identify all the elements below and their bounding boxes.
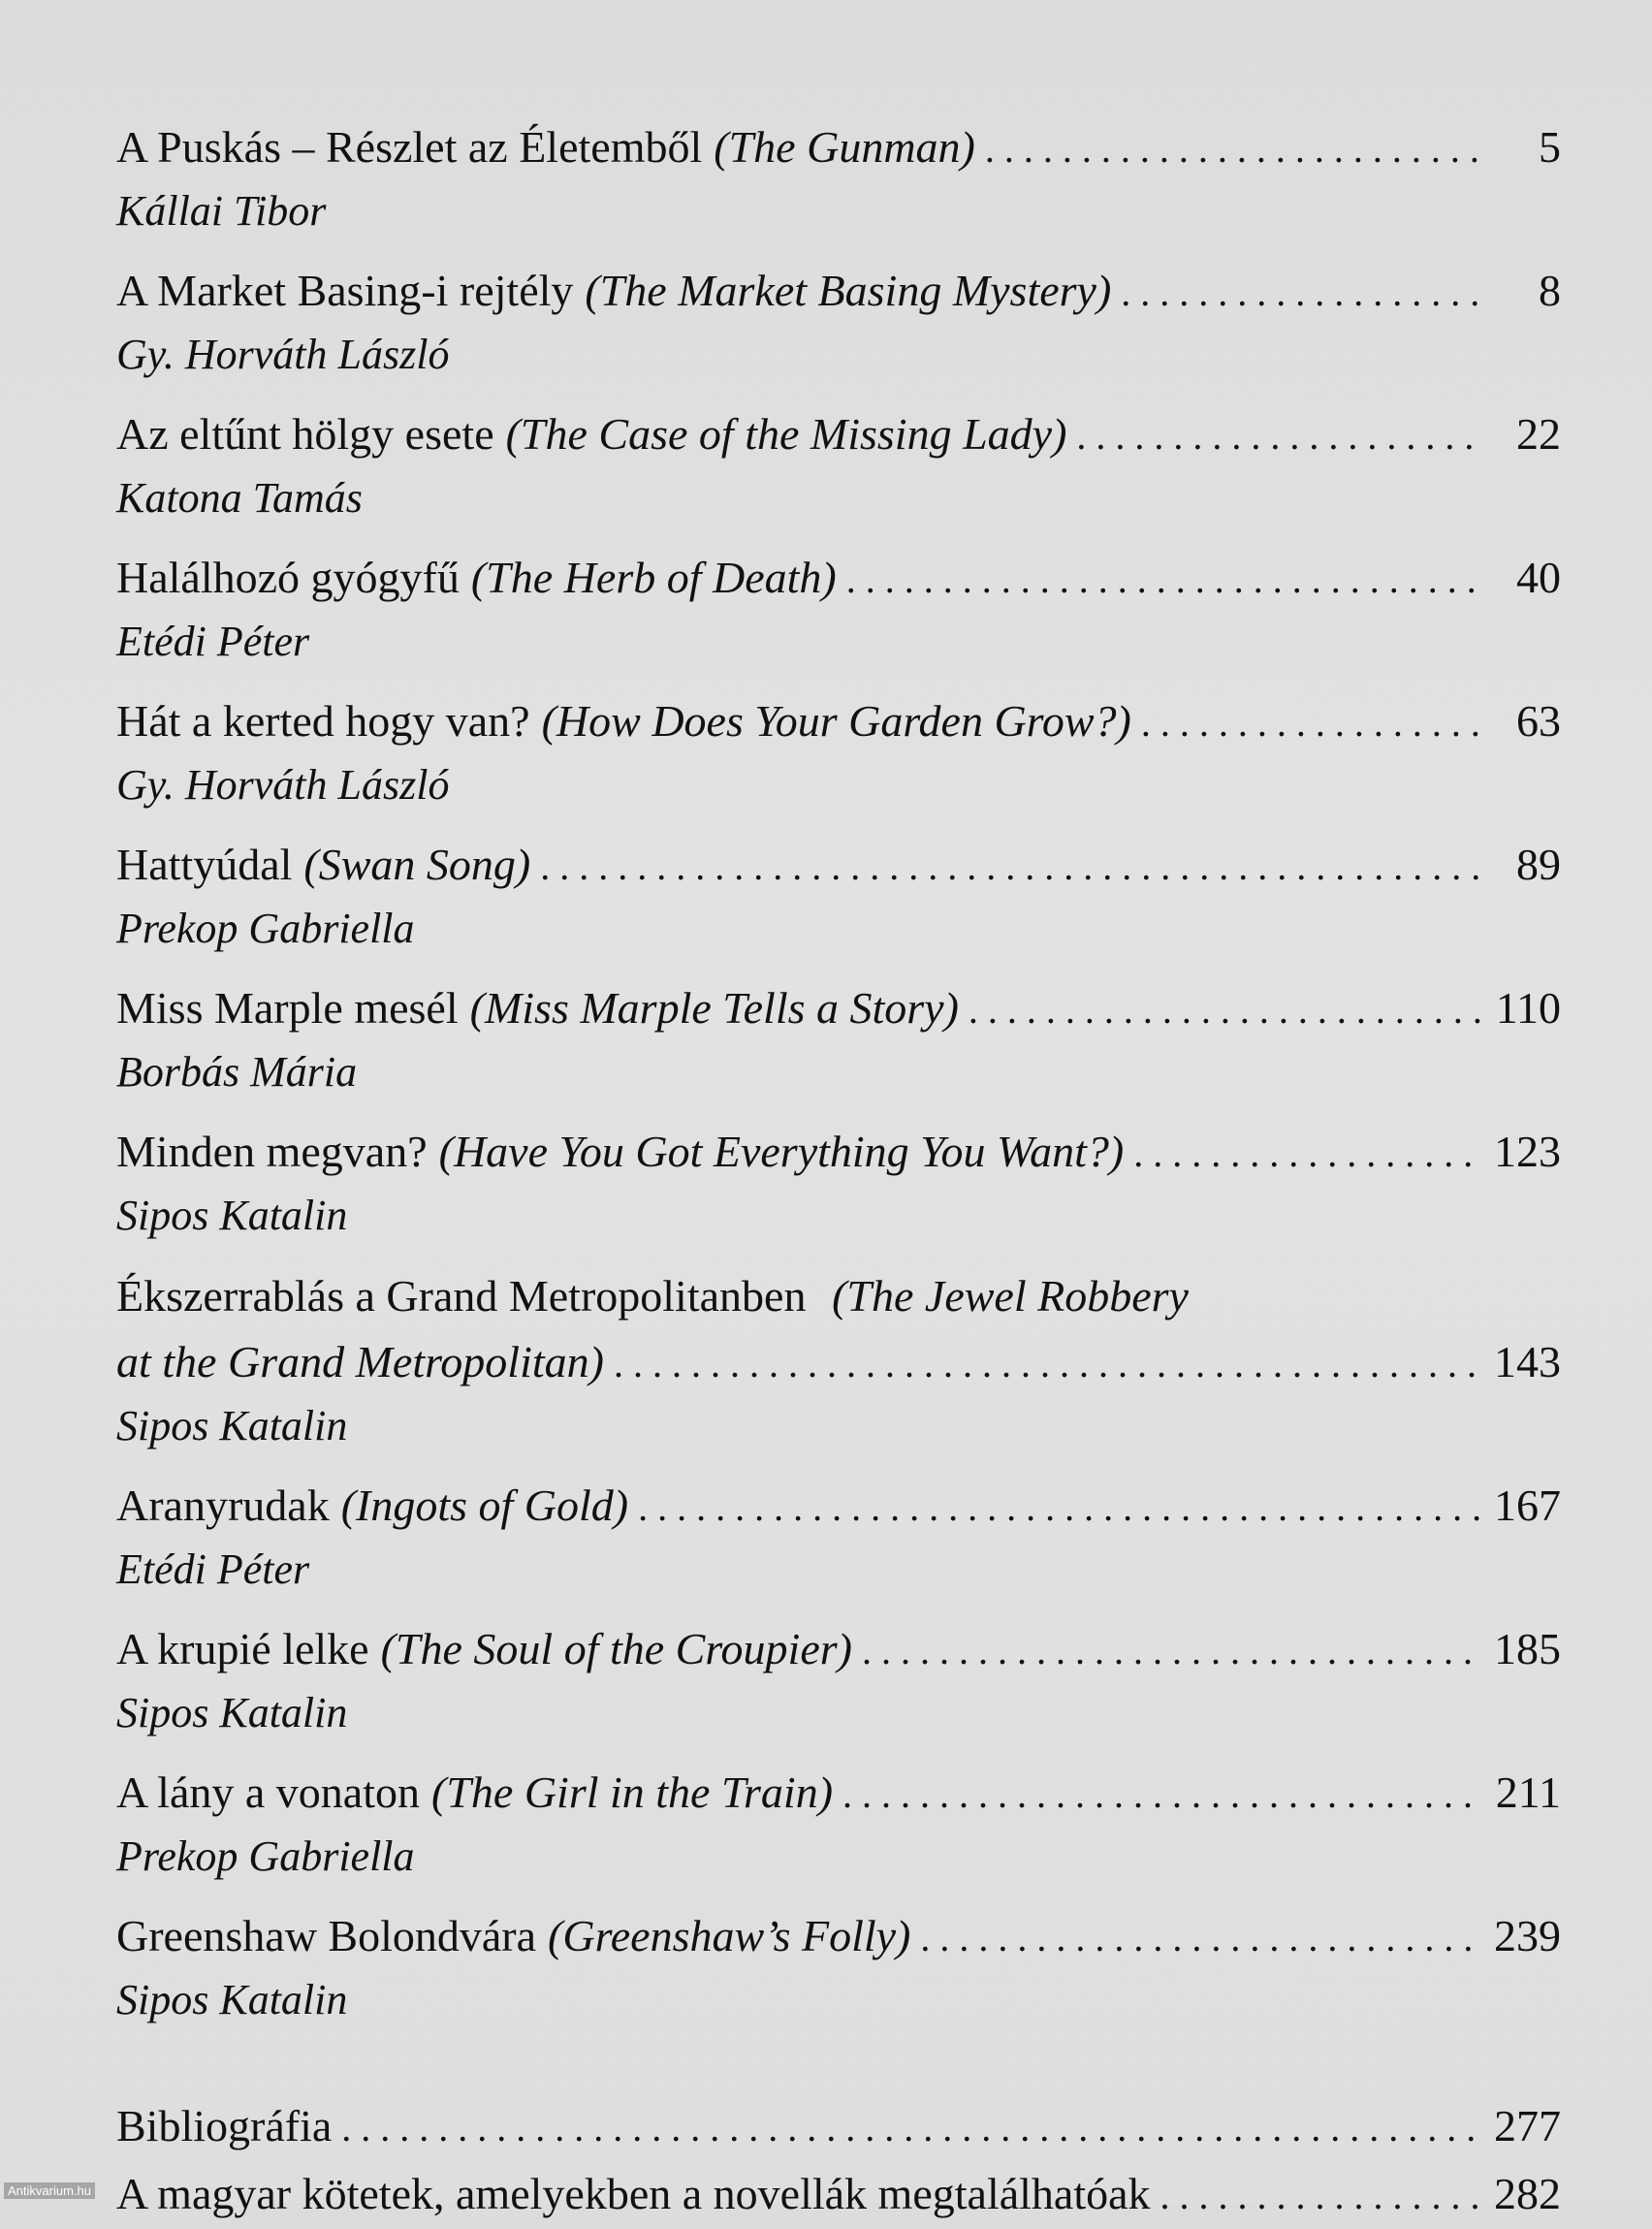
- translator-name: Katona Tamás: [116, 474, 363, 522]
- page-number: 282: [1494, 2169, 1561, 2218]
- toc-entry: [116, 1473, 1561, 1599]
- title-original: (The Girl in the Train): [431, 1767, 834, 1817]
- page-number: 40: [1516, 553, 1561, 602]
- appendix-line-bibliography: [116, 2093, 1561, 2161]
- table-of-contents: [116, 114, 1561, 2229]
- toc-title-line: [116, 1616, 1561, 1684]
- leader-dots: [638, 1475, 1483, 1541]
- title-hungarian: Halálhozó gyógyfű: [116, 553, 460, 602]
- translator-name: Borbás Mária: [116, 1048, 358, 1096]
- appendix-line-volumes: [116, 2161, 1561, 2229]
- page-number: 239: [1494, 1911, 1561, 1960]
- title-hungarian: Hattyúdal: [116, 840, 293, 889]
- title-hungarian: Az eltűnt hölgy esete: [116, 409, 494, 459]
- section-spacer: [116, 2047, 1561, 2093]
- title-original: (Ingots of Gold): [340, 1481, 629, 1530]
- title-hungarian: A Puskás – Részlet az Életemből: [116, 122, 703, 172]
- page-number: 143: [1494, 1337, 1561, 1386]
- toc-entry: [116, 545, 1561, 671]
- translator-name: Gy. Horváth László: [116, 331, 450, 378]
- title-original: (The Soul of the Croupier): [380, 1624, 852, 1673]
- toc-title-line: [116, 545, 1561, 613]
- title-original: (Miss Marple Tells a Story): [469, 983, 959, 1033]
- page-number: 89: [1516, 840, 1561, 889]
- leader-dots: [985, 116, 1483, 182]
- toc-title-line: [116, 1262, 1561, 1329]
- leader-dots: [1076, 403, 1483, 469]
- title-original: (How Does Your Garden Grow?): [541, 696, 1131, 746]
- title-original: (Swan Song): [303, 840, 531, 889]
- toc-title-line: [116, 1473, 1561, 1541]
- leader-dots: [341, 2095, 1483, 2161]
- toc-entry: [116, 258, 1561, 384]
- page-number: 8: [1539, 266, 1561, 315]
- toc-entry: [116, 832, 1561, 958]
- title-original-continued: at the Grand Metropolitan): [116, 1337, 604, 1386]
- toc-entry: [116, 1903, 1561, 2029]
- leader-dots: [862, 1618, 1483, 1684]
- title-hungarian: Ékszerrablás a Grand Metropolitanben: [116, 1271, 807, 1321]
- translator-name: Etédi Péter: [116, 1545, 310, 1593]
- toc-title-line: [116, 258, 1561, 326]
- leader-dots: [969, 977, 1483, 1043]
- translator-name: Sipos Katalin: [116, 1976, 348, 2023]
- translator-name: Sipos Katalin: [116, 1402, 348, 1449]
- appendix-label: A magyar kötetek, amelyekben a novellák megtalálhatóak: [116, 2169, 1151, 2218]
- title-hungarian: A krupié lelke: [116, 1624, 369, 1673]
- page-number: 5: [1539, 122, 1561, 172]
- toc-title-line: [116, 401, 1561, 469]
- leader-dots: [1133, 1121, 1483, 1187]
- title-original: (The Gunman): [714, 122, 975, 172]
- toc-entry: [116, 975, 1561, 1101]
- toc-entry: [116, 1119, 1561, 1245]
- translator-name: Kállai Tibor: [116, 187, 327, 235]
- page-number: 110: [1495, 983, 1561, 1033]
- translator-name: Sipos Katalin: [116, 1192, 348, 1239]
- toc-title-line: [116, 1903, 1561, 1971]
- title-original: (The Jewel Robbery: [832, 1271, 1189, 1321]
- translator-name: Etédi Péter: [116, 618, 310, 665]
- toc-entry: [116, 114, 1561, 240]
- leader-dots: [920, 1905, 1483, 1971]
- leader-dots: [1121, 260, 1483, 326]
- title-original: (Greenshaw’s Folly): [548, 1911, 911, 1960]
- leader-dots: [846, 547, 1483, 613]
- title-hungarian: Greenshaw Bolondvára: [116, 1911, 537, 1960]
- title-hungarian: Miss Marple mesél: [116, 983, 459, 1033]
- toc-entry: [116, 1616, 1561, 1742]
- leader-dots: [1141, 690, 1483, 756]
- appendix-label: Bibliográfia: [116, 2101, 333, 2150]
- title-original: (The Market Basing Mystery): [585, 266, 1112, 315]
- title-hungarian: A lány a vonaton: [116, 1767, 420, 1817]
- leader-dots: [540, 834, 1483, 900]
- page-number: 123: [1494, 1127, 1561, 1176]
- page-number: 167: [1494, 1481, 1561, 1530]
- page-number: 211: [1495, 1767, 1561, 1817]
- toc-title-line: [116, 1760, 1561, 1828]
- title-hungarian: A Market Basing-i rejtély: [116, 266, 574, 315]
- leader-dots: [842, 1762, 1483, 1828]
- page-number: 277: [1494, 2101, 1561, 2150]
- toc-title-line: [116, 975, 1561, 1043]
- toc-entry: [116, 688, 1561, 814]
- page-number: 185: [1494, 1624, 1561, 1673]
- toc-entry: [116, 1262, 1561, 1455]
- toc-title-line: [116, 1119, 1561, 1187]
- toc-entry: [116, 1760, 1561, 1886]
- title-original: (The Herb of Death): [470, 553, 837, 602]
- title-original: (Have You Got Everything You Want?): [438, 1127, 1125, 1176]
- title-hungarian: Aranyrudak: [116, 1481, 330, 1530]
- leader-dots: [614, 1331, 1483, 1397]
- translator-name: Sipos Katalin: [116, 1689, 348, 1736]
- title-hungarian: Hát a kerted hogy van?: [116, 696, 530, 746]
- translator-name: Prekop Gabriella: [116, 905, 415, 952]
- translator-name: Gy. Horváth László: [116, 761, 450, 809]
- toc-title-line: [116, 688, 1561, 756]
- toc-title-line: [116, 114, 1561, 182]
- title-hungarian: Minden megvan?: [116, 1127, 428, 1176]
- toc-entry: [116, 401, 1561, 527]
- leader-dots: [1160, 2163, 1483, 2229]
- watermark: Antikvarium.hu: [4, 2182, 95, 2199]
- toc-title-line: [116, 832, 1561, 900]
- page-number: 63: [1516, 696, 1561, 746]
- toc-title-line-continued: [116, 1329, 1561, 1397]
- page-number: 22: [1516, 409, 1561, 459]
- title-original: (The Case of the Missing Lady): [505, 409, 1067, 459]
- translator-name: Prekop Gabriella: [116, 1832, 415, 1880]
